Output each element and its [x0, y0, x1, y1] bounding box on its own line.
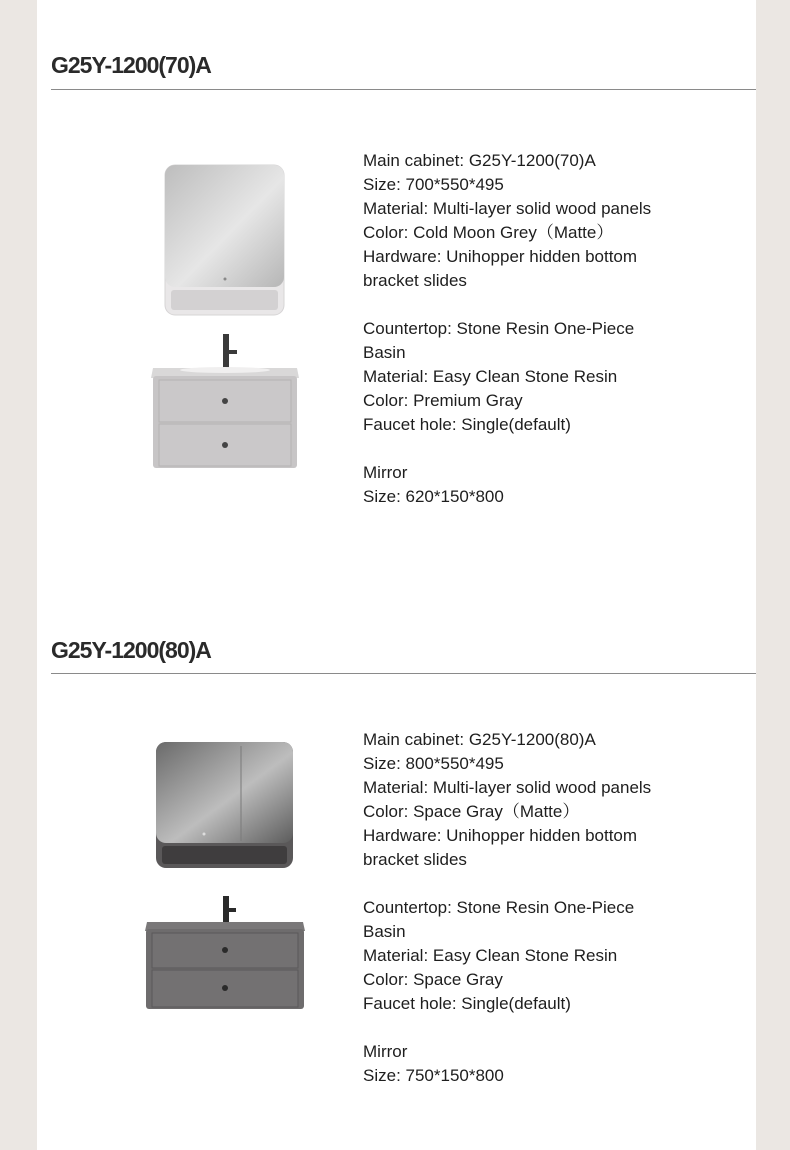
spec-group-cabinet: [363, 728, 651, 872]
model-title: G25Y-1200(80)A: [51, 637, 211, 663]
spec-line: Material: Multi-layer solid wood panels: [363, 778, 652, 797]
drawer-knob-icon: [222, 947, 228, 953]
mirror-shelf: [162, 846, 287, 864]
product-spec-page: [37, 0, 756, 1150]
drawer-knob-icon: [222, 985, 228, 991]
spec-line: Material: Multi-layer solid wood panels: [363, 199, 652, 218]
spec-line: Basin: [363, 343, 406, 362]
spec-line: Material: Easy Clean Stone Resin: [363, 946, 618, 965]
spec-group-mirror: [363, 1040, 651, 1088]
section-divider: [51, 673, 756, 674]
spec-line: Color: Space Gray: [363, 970, 503, 989]
product-image: [145, 738, 307, 1013]
spec-line: Color: Cold Moon Grey（Matte）: [363, 223, 614, 242]
spec-line: Faucet hole: Single(default): [363, 415, 571, 434]
spec-line: Hardware: Unihopper hidden bottom: [363, 247, 638, 266]
spec-line: Color: Premium Gray: [363, 391, 523, 410]
spec-line: Color: Space Gray（Matte）: [363, 802, 580, 821]
spec-line: Size: 620*150*800: [363, 487, 504, 506]
spec-line: Basin: [363, 922, 406, 941]
touch-sensor-icon: [203, 833, 206, 836]
spec-line: Material: Easy Clean Stone Resin: [363, 367, 618, 386]
mirror-glass: [156, 742, 293, 843]
spec-line: Size: 800*550*495: [363, 754, 504, 773]
spec-line: bracket slides: [363, 850, 467, 869]
vanity-illustration: [145, 738, 307, 1013]
spec-list: [363, 728, 651, 1112]
spec-line: Mirror: [363, 463, 408, 482]
spec-line: Mirror: [363, 1042, 408, 1061]
spec-line: Countertop: Stone Resin One-Piece: [363, 319, 635, 338]
product-section-2: [37, 0, 756, 1150]
spec-group-countertop: [363, 896, 651, 1016]
spec-line: Size: 750*150*800: [363, 1066, 504, 1085]
spec-line: Main cabinet: G25Y-1200(80)A: [363, 730, 596, 749]
model-title: G25Y-1200(70)A: [51, 52, 211, 78]
spec-line: Size: 700*550*495: [363, 175, 504, 194]
spec-line: Main cabinet: G25Y-1200(70)A: [363, 151, 596, 170]
spec-line: bracket slides: [363, 271, 467, 290]
spec-line: Faucet hole: Single(default): [363, 994, 571, 1013]
spec-line: Countertop: Stone Resin One-Piece: [363, 898, 635, 917]
spec-line: Hardware: Unihopper hidden bottom: [363, 826, 638, 845]
